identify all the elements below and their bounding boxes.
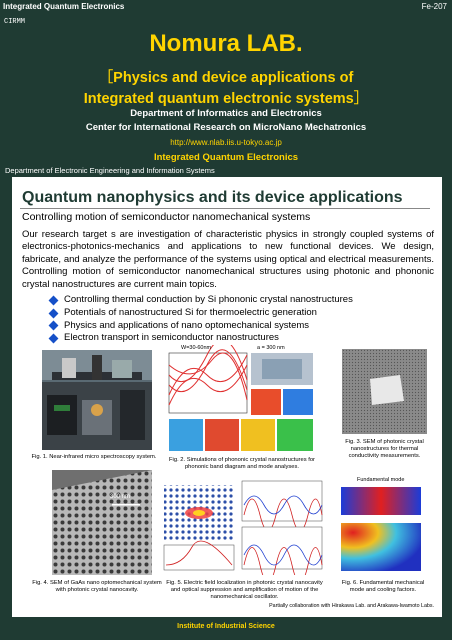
fig4-caption: Fig. 4. SEM of GaAs nano optomechanical system with photonic crystal nanocavity. xyxy=(32,580,162,593)
diamond-bullet-icon xyxy=(49,334,59,344)
fig6-caption: Fig. 6. Fundamental mechanical mode and cooling factors. xyxy=(341,580,425,593)
research-paragraph: Our research target s are investigation of characteristic physics in strongly coupled systems of electronics-photonics-mechanics and applications to new functional devices. We design, fabricate, and analyze the performance of the systems using optical and electrical measurements. Controlling motion of semiconductor nanomechanical structures using photonic and phononic crystal nanostructures are current main topics. xyxy=(22,229,434,290)
diamond-bullet-icon xyxy=(49,321,59,331)
title-divider xyxy=(20,208,430,209)
department: Department of Informatics and Electronics xyxy=(130,108,322,119)
fig2-caption: Fig. 2. Simulations of phononic crystal nanostructures for phononic band diagram and mode analyses. xyxy=(169,457,315,470)
panel-title: Quantum nanophysics and its device applications xyxy=(22,189,403,206)
topic-item: Physics and applications of nano optomechanical systems xyxy=(50,320,353,333)
fig2-pitch-label: a = 300 nm xyxy=(257,345,285,351)
fig3-sem xyxy=(342,349,427,434)
lab-url[interactable]: http://www.nlab.iis.u-tokyo.ac.jp xyxy=(170,138,282,147)
diamond-bullet-icon xyxy=(49,295,59,305)
cirmm-label: CIRMM xyxy=(4,18,26,26)
collaboration-note: Partially collaboration with Hirakawa Lab. and Arakawa-Iwamoto Labs. xyxy=(269,603,434,609)
subtitle-line-2: Integrated quantum electronic systems］ xyxy=(83,91,369,107)
lab-title: Nomura LAB. xyxy=(149,30,303,57)
fig2-simulation xyxy=(167,345,317,455)
fig4-sem xyxy=(52,470,152,575)
center-name: Center for International Research on MicroNano Mechatronics xyxy=(85,122,367,133)
topic-item: Controlling thermal conduction by Si phononic crystal nanostructures xyxy=(50,294,353,307)
diamond-bullet-icon xyxy=(49,308,59,318)
fig5-simulation xyxy=(162,475,327,575)
fig6-mode-label: Fundamental mode xyxy=(357,477,405,483)
fig1-photo xyxy=(42,350,152,450)
fig3-caption: Fig. 3. SEM of photonic crystal nanostructures for thermal conductivity measurements. xyxy=(345,439,424,459)
content-panel xyxy=(12,177,442,617)
panel-subtitle: Controlling motion of semiconductor nanomechanical systems xyxy=(22,211,311,223)
fig1-caption: Fig. 1. Near-infrared micro spectroscopy system. xyxy=(31,454,157,460)
topic-item: Electron transport in semiconductor nanostructures xyxy=(50,332,353,345)
subtitle-line-1: ［Physics and device applications of xyxy=(98,70,354,86)
topic-item: Potentials of nanostructured Si for thermoelectric generation xyxy=(50,307,353,320)
dept-line: Department of Electronic Engineering and Information Systems xyxy=(5,166,215,175)
group-name: Integrated Quantum Electronics xyxy=(153,152,299,163)
poster-id: Fe-207 xyxy=(421,2,447,11)
footer-institute: Institute of Industrial Science xyxy=(177,623,275,630)
header-left: Integrated Quantum Electronics xyxy=(3,2,125,11)
top-bar xyxy=(0,0,452,14)
fig2-width-label: W=30-60nm xyxy=(181,345,212,351)
topic-list xyxy=(50,294,353,345)
fig5-caption: Fig. 5. Electric field localization in photonic crystal nanocavity and optical suppression and amplification of motion of the nanomechanical oscillator. xyxy=(166,580,323,600)
fig6-mode xyxy=(335,475,427,575)
fig4-scale-label: 300 nm xyxy=(110,494,131,500)
